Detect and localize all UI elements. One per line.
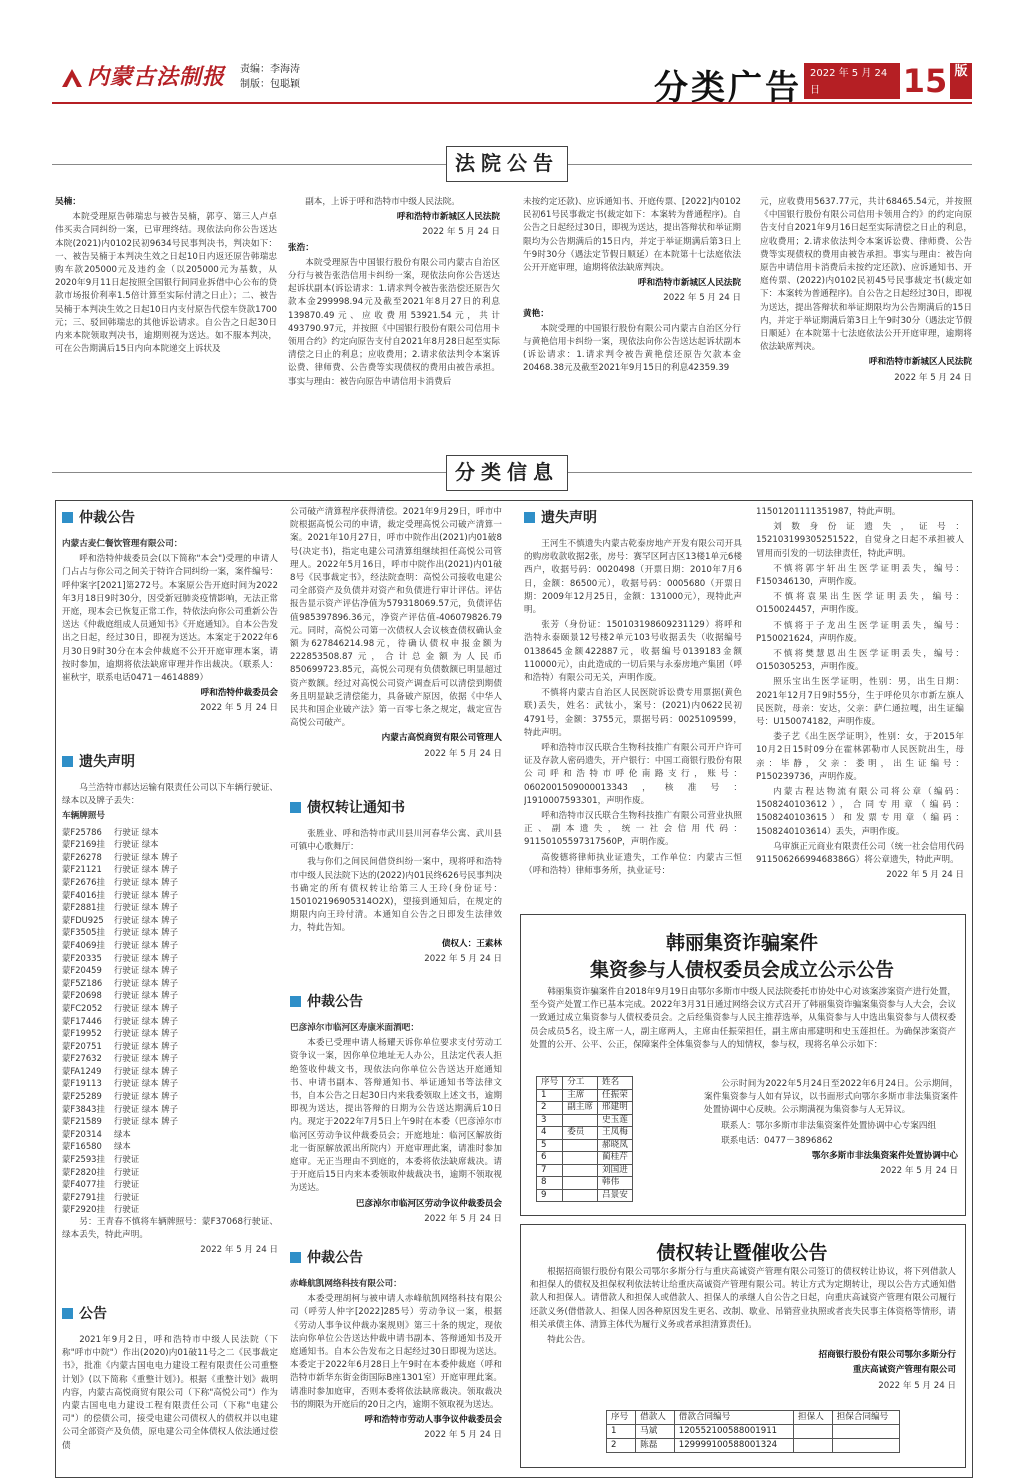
plate-row bbox=[62, 1115, 278, 1128]
plate-cell: 蒙FA1249 bbox=[62, 1065, 102, 1076]
plate-cell: 蒙F26278 bbox=[62, 851, 102, 862]
lost-notice-3 bbox=[756, 506, 964, 890]
plate-cell: 行驶证 bbox=[114, 1166, 140, 1177]
plate-row bbox=[62, 1077, 278, 1090]
plate-row bbox=[62, 1052, 278, 1065]
plate-cell: 行驶证 绿本 牌子 bbox=[114, 889, 178, 900]
editor-info bbox=[240, 62, 300, 92]
debt-table bbox=[606, 1410, 900, 1453]
debt-transfer-notice bbox=[290, 796, 502, 982]
plate-cell: 蒙F4016挂 bbox=[62, 889, 105, 900]
notice-body: 另：王青春不慎将车辆牌照号：蒙F37068行驶证、绿本丢失，特此声明。 bbox=[62, 1217, 278, 1241]
notice-date: 2022 年 5 月 24 日 bbox=[424, 1430, 502, 1441]
transfer-title: 债权转让暨催收公告 bbox=[656, 1242, 828, 1264]
table-row bbox=[537, 1177, 633, 1190]
plate-cell: 蒙F17446 bbox=[62, 1015, 102, 1026]
lost-title bbox=[62, 756, 278, 774]
plate-cell: 蒙F21589 bbox=[62, 1116, 102, 1127]
notice-name: 吴楠： bbox=[55, 197, 81, 207]
plate-cell: 行驶证 绿本 牌子 bbox=[114, 864, 178, 875]
table-row bbox=[537, 1164, 633, 1177]
notice-date: 2022 年 5 月 24 日 bbox=[880, 1166, 958, 1177]
notice-body: 未按约定还款)、应诉通知书、开庭传票、[2022]内0102民初61号民事裁定书(裁定如下：本案转为普通程序)。自公告之日起经过30日，即视为送达，提出答辩状和举证期限均为公告期满后的15日内，并定于举证期满后第3日上午9时30分（遇法定节假日顺延）在本院第十七法庭依法公开开庭审理，逾期将依法缺席判决。 bbox=[523, 197, 741, 274]
table-cell: 吕景安 bbox=[598, 1189, 633, 1202]
table-row bbox=[537, 1077, 633, 1090]
table-cell bbox=[832, 1425, 899, 1439]
notice-body: 元，应收费用5637.77元，共计68465.54元，并按照《中国银行股份有限公司信用卡领用合约》的约定向原告支付自2021年9月16日起至实际清偿之日止的利息，应收费用；2.请求依法判令本案诉讼费、律师费、公告费等实现债权的费用由被告承担。事实与理由：被告向原告申请信用卡消费后未按约定还款)、应诉通知书、开庭传票、(2022)内0102民初45号民事裁定书(裁定如下：本案转为普通程序)。自公告之日起经过30日，即视为送达，提出答辩状和举证期限均为公告期满后的15日内，并定于举证期满后第3日上午9时30分（遇法定节假日顺延）在本院第十七法庭依法公开开庭审理，逾期将依法缺席判决。 bbox=[760, 197, 972, 353]
plate-cell: 行驶证 bbox=[114, 1191, 140, 1202]
table-cell: 主席 bbox=[563, 1089, 598, 1102]
issue-date: 2022 年 5 月 24 日 bbox=[810, 68, 888, 96]
notice-body: 本院受理原告韩瑞忠与被告吴楠，郭亨、第三人卢卓伟买卖合同纠纷一案，已审理终结。现依法向你公告送达本院(2021)内0102民初9634号民事判决书，判决如下：一、被告吴楠于本判决生效之日起10日内返还原告韩瑞忠购车款205000元及违约金（以205000元为基数，从2020年9月11日起按照全国银行间同业拆借中心公布的贷款市场报价利率1.5倍计算至实际付清之日止）；二、被告吴楠于本判决生效之日起10日内支付原告代偿车贷款1700元；三、驳回韩瑞忠的其他诉讼请求。自公告之日起30日内来本院领取判决书，逾期则视为送达。如不服本判决，可在公告期满后15日内向本院递交上诉状及 bbox=[55, 212, 277, 355]
notice-signature: 重庆高诚资产管理有限公司 bbox=[852, 1365, 956, 1376]
table-cell: 129999100588001324 bbox=[674, 1439, 793, 1453]
square-bullet-icon bbox=[290, 802, 301, 813]
table-row bbox=[537, 1139, 633, 1152]
plate-cell: 蒙F25786 bbox=[62, 826, 102, 837]
notice-body: 刘数身份证遗失，证号：152103199305251522，自觉身之日起不承担被人冒用而引发的一切法律责任，特此声明。 bbox=[756, 522, 964, 559]
table-cell: 1 bbox=[537, 1089, 563, 1102]
court-col-1 bbox=[55, 196, 277, 436]
notice-body: 不慎将郭宇轩出生医学证明丢失，编号：F150346130，声明作废。 bbox=[756, 563, 964, 588]
plate-row bbox=[62, 989, 278, 1002]
plate-cell: 蒙F25289 bbox=[62, 1091, 102, 1102]
plate-row bbox=[62, 876, 278, 889]
notice-body: 张芳（身份证：150103198609231129）将呼和浩特永泰颐景12号楼2单元103号收据丢失（收据编号0138645金额422887元，收据编号0139183金额110000元），由此造成的一切后果与永泰房地产集团（呼和浩特）有限公司无关，声明作废。 bbox=[524, 620, 742, 684]
plate-list bbox=[62, 826, 278, 1216]
plate-cell: 行驶证 绿本 牌子 bbox=[114, 939, 178, 950]
arbitration-title bbox=[290, 996, 502, 1014]
table-cell: 任振荣 bbox=[598, 1089, 633, 1102]
plate-row bbox=[62, 851, 278, 864]
plate-header: 车辆牌照号 bbox=[62, 811, 105, 822]
plate-cell: 蒙F2881挂 bbox=[62, 902, 105, 913]
plate-cell: 蒙F20459 bbox=[62, 965, 102, 976]
hanli-title-2: 集资参与人债权委员会成立公示公告 bbox=[589, 959, 894, 981]
notice-body: 内蒙古程达物流有限公司将公章（编码：1508240103612），合同专用章（编码：1508240103615）和发票专用章（编码：1508240103614）丢失，声明作废。 bbox=[756, 787, 964, 837]
table-cell bbox=[794, 1425, 833, 1439]
arbitration-title-text: 仲裁公告 bbox=[307, 994, 363, 1010]
plate-cell: 蒙F2920挂 bbox=[62, 1204, 105, 1215]
court-col-2 bbox=[288, 196, 500, 436]
plate-cell: 蒙F2791挂 bbox=[62, 1191, 105, 1202]
table-cell: 4 bbox=[537, 1127, 563, 1140]
notice-date: 2022 年 5 月 24 日 bbox=[424, 748, 502, 759]
table-cell: 姓名 bbox=[598, 1077, 633, 1090]
table-cell: 史玉莲 bbox=[598, 1114, 633, 1127]
table-cell: 邢建明 bbox=[598, 1102, 633, 1115]
notice-body: 乌兰浩特市郝达运输有限责任公司以下车辆行驶证、绿本以及牌子丢失： bbox=[62, 783, 278, 807]
plate-row bbox=[62, 1027, 278, 1040]
court-col-4 bbox=[760, 196, 972, 436]
plate-cell: 行驶证 绿本 牌子 bbox=[114, 1053, 178, 1064]
plate-row bbox=[62, 1166, 278, 1179]
notice-signature: 鄂尔多斯市非法集资案件处置协调中心 bbox=[811, 1151, 958, 1162]
lost-title-text: 遗失声明 bbox=[79, 754, 135, 770]
plate-row bbox=[62, 863, 278, 876]
court-section-title: 法院公告 bbox=[446, 146, 568, 182]
square-bullet-icon bbox=[62, 1308, 73, 1319]
plate-cell: 行驶证 bbox=[114, 1154, 140, 1165]
lost-notice-2 bbox=[524, 506, 742, 890]
arbitration-notice-3 bbox=[290, 1246, 502, 1472]
plate-row bbox=[62, 1178, 278, 1191]
editor-name: 责编：李海涛 bbox=[240, 64, 300, 75]
notice-body: 不慎将袁果出生医学证明丢失，编号：O150024457，声明作废。 bbox=[756, 592, 964, 616]
table-row bbox=[607, 1411, 900, 1425]
plate-cell: 行驶证 绿本 牌子 bbox=[114, 965, 178, 976]
notice-body: 公司破产清算程序获得清偿。2021年9月29日，呼市中院根据高悦公司的申请，裁定受理高悦公司破产清算一案。2021年10月27日，呼市中院作出(2021)内01破8号(决定书)，指定电建公司清算组继续担任高悦公司管理人。2022年5月16日，呼市中院作出(2021)内01破8号《民事裁定书》，经法院查明：高悦公司接收电建公司全部资产及负债并对资产和负债进行审计评估。评估报告显示资产评估净值为579318069.57元，负债评估值985397896.36元，净资产评估值-406079826.79元。同时，高悦公司第一次债权人会议核查债权确认金额为627846214.98元，待确认债权申报金额为222853508.87元，合计总金额为人民币850699723.85元，高悦公司现有负债数额已明显超过资产数额。经过对高悦公司资产调查后可以清偿到期债务且明显缺乏清偿能力，具备破产原因，依据《中华人民共和国企业破产法》第一百零七条之规定，裁定宣告高悦公司破产。 bbox=[290, 507, 502, 729]
notice-body: 我与你们之间民间借贷纠纷一案中，现将呼和浩特市中级人民法院下达的(2022)内01民终626号民事判决书确定的所有债权转让给第三人王玲(身份证号：150102196905314O2X)，望接到通知后，在规定的期限内向王玲付清。本通知自公告之日即发生法律效力，特此告知。 bbox=[290, 857, 502, 934]
contact-phone: 联系电话：0477－3896862 bbox=[721, 1135, 833, 1146]
section-title: 分类广告 bbox=[654, 68, 802, 108]
newspaper-logo bbox=[60, 60, 230, 88]
plate-cell: 行驶证 绿本 牌子 bbox=[114, 927, 178, 938]
square-bullet-icon bbox=[62, 756, 73, 767]
plate-row bbox=[62, 838, 278, 851]
table-cell: 王凤梅 bbox=[598, 1127, 633, 1140]
notice-date: 2022 年 5 月 24 日 bbox=[424, 953, 502, 964]
plate-cell: 蒙F2820挂 bbox=[62, 1166, 105, 1177]
logo-text: 内蒙古法制报 bbox=[87, 64, 226, 90]
table-cell: 6 bbox=[537, 1152, 563, 1165]
table-cell: 蔺桂芹 bbox=[598, 1152, 633, 1165]
notice-body: 娄子艺《出生医学证明》，性别：女，于2015年10月2日15时09分在霍林郭勒市人民医院出生，母亲：毕静，父亲：娄明，出生证编号：P150239736，声明作废。 bbox=[756, 732, 964, 782]
notice-signature: 呼和浩特市新城区人民法院 bbox=[868, 357, 972, 368]
table-row bbox=[537, 1089, 633, 1102]
plate-row bbox=[62, 826, 278, 839]
plate-row bbox=[62, 1103, 278, 1116]
notice-date: 2022 年 5 月 24 日 bbox=[878, 1380, 956, 1391]
plate-cell: 绿本 bbox=[114, 1128, 131, 1139]
table-cell: 8 bbox=[537, 1177, 563, 1190]
lost-notice-vehicles bbox=[62, 750, 278, 1300]
table-cell: 5 bbox=[537, 1139, 563, 1152]
plate-cell: 行驶证 绿本 牌子 bbox=[114, 1028, 178, 1039]
plate-cell: 蒙F2169挂 bbox=[62, 839, 105, 850]
table-cell: 2 bbox=[607, 1439, 636, 1453]
court-col-3 bbox=[523, 196, 741, 436]
notice-body: 不慎将于子龙出生医学证明丢失，编号：P150021624，声明作废。 bbox=[756, 620, 964, 644]
plate-cell: 蒙F4077挂 bbox=[62, 1179, 105, 1190]
notice-date: 2022 年 5 月 24 日 bbox=[200, 1245, 278, 1256]
plate-cell: 行驶证 绿本 牌子 bbox=[114, 1116, 178, 1127]
table-cell: 序号 bbox=[537, 1077, 563, 1090]
plate-row bbox=[62, 1191, 278, 1204]
plate-cell: 行驶证 绿本 牌子 bbox=[114, 977, 178, 988]
page-number: 15 bbox=[902, 62, 948, 100]
table-cell: 9 bbox=[537, 1189, 563, 1202]
plate-cell: 绿本 bbox=[114, 1141, 131, 1152]
notice-signature: 呼和浩特市新城区人民法院 bbox=[396, 212, 500, 223]
table-row bbox=[537, 1127, 633, 1140]
notice-body: 2021年9月2日，呼和浩特市中级人民法院（下称"呼市中院"）作出(2020)内01破11号之二《民事裁定书》，批准《内蒙古国电电力建设工程有限责任公司重整计划》(以下简称《重整计划》)。根据《重整计划》裁明内容，内蒙古高悦商贸有限公司（下称"高悦公司"）作为内蒙古国电电力建设工程有限责任公司（下称"电建公司"）的偿债公司，接受电建公司债权人的债权并以电建公司全部资产及负债，原电建公司全体债权人依法通过偿债 bbox=[62, 1335, 278, 1451]
plate-cell: 蒙F20698 bbox=[62, 990, 102, 1001]
issue-weekday: 星期二 bbox=[810, 102, 840, 113]
notice-body: 11501201111351987，特此声明。 bbox=[756, 507, 901, 517]
producer-name: 制版：包聪颖 bbox=[240, 79, 300, 90]
contact-info: 联系人：鄂尔多斯市非法集资案件处置协调中心专案四组 bbox=[721, 1120, 937, 1131]
table-cell: 郝晓凤 bbox=[598, 1139, 633, 1152]
table-cell bbox=[563, 1164, 598, 1177]
table-row bbox=[537, 1102, 633, 1115]
arbitration-title bbox=[290, 1252, 502, 1270]
notice-name: 巴彦淖尔市临河区寿康米面酒吧： bbox=[290, 1023, 419, 1033]
table-cell bbox=[563, 1152, 598, 1165]
notice-body: 乌审旗正元商业有限责任公司（统一社会信用代码91150626699468386G）将公章遗失，特此声明。 bbox=[756, 841, 964, 866]
notice-date: 2022 年 5 月 24 日 bbox=[424, 1213, 502, 1224]
arbitration-title-text: 仲裁公告 bbox=[307, 1250, 363, 1266]
page-suffix: 版 bbox=[950, 63, 972, 99]
notice-date: 2022 年 5 月 24 日 bbox=[663, 293, 741, 304]
plate-cell: 行驶证 绿本 牌子 bbox=[114, 1078, 178, 1089]
plate-cell: 蒙F3843挂 bbox=[62, 1103, 105, 1114]
notice-signature: 债权人：王素林 bbox=[441, 938, 502, 949]
notice-signature: 内蒙古高悦商贸有限公司管理人 bbox=[381, 733, 502, 744]
table-cell bbox=[794, 1439, 833, 1453]
plate-row bbox=[62, 1090, 278, 1103]
table-row bbox=[607, 1425, 900, 1439]
table-cell: 刘国进 bbox=[598, 1164, 633, 1177]
table-cell bbox=[563, 1177, 598, 1190]
plate-cell: 行驶证 绿本 牌子 bbox=[114, 1103, 178, 1114]
arbitration-notice-2 bbox=[290, 990, 502, 1240]
plate-cell: 行驶证 绿本 牌子 bbox=[114, 1040, 178, 1051]
lost-title bbox=[524, 512, 742, 530]
arbitration-title bbox=[62, 512, 278, 530]
arbitration-notice-1 bbox=[62, 506, 278, 744]
notice-body: 呼和浩特市汉氏联合生物科技推广有限公司开户许可证及存款人密码遗失，开户银行：中国工商银行股份有限公司呼和浩特市呼伦南路支行，账号：0602001509000013343，核准号：J1910007593301，声明作废。 bbox=[524, 743, 742, 806]
notice-body: 不慎将樊慧恩出生医学证明丢失，编号：O150305253，声明作废。 bbox=[756, 649, 964, 673]
table-cell: 陈磊 bbox=[636, 1439, 675, 1453]
plate-row bbox=[62, 977, 278, 990]
members-table bbox=[536, 1076, 633, 1202]
notice-name: 赤峰航凯网络科技有限公司： bbox=[290, 1279, 402, 1289]
notice-name: 黄艳： bbox=[523, 308, 549, 319]
table-cell: 担保人 bbox=[794, 1411, 833, 1425]
notice-body: 韩丽集资诈骗案件自2018年9月19日由鄂尔多斯市中级人民法院委托市协处中心对该案涉案资产进行处置，至今资产处置工作已基本完成。2022年3月31日通过网络会议方式召开了韩丽集资诈骗案集资参与人大会，会议一致通过成立集资参与人债权委员会。之后经集资参与人民主推荐选举，从集资参与人中选出集资参与人债权委员会成员5名，设主席一人，副主席两人，主席由任振荣担任，副主席由邢建明和史玉莲担任。为确保涉案资产处置的公开、公平、公正，保障案件全体集资参与人的知情权，参与权，现将名单公示如下： bbox=[530, 987, 956, 1050]
plate-cell: 蒙F16580 bbox=[62, 1141, 102, 1152]
plate-cell: 行驶证 绿本 牌子 bbox=[114, 1002, 178, 1013]
plate-row bbox=[62, 1040, 278, 1053]
table-cell: 借款人 bbox=[636, 1411, 675, 1425]
plate-row bbox=[62, 1128, 278, 1141]
date-box bbox=[804, 63, 900, 113]
table-cell: 韩伟 bbox=[598, 1177, 633, 1190]
notice-body: 本委受理胡柯与被申请人赤峰航凯网络科技有限公司（呼劳人仲字[2022]285号）劳动争议一案，根据《劳动人事争议仲裁办案规则》第三十条的规定，现依法向你单位公告送达仲裁申请书副本、答辩通知书及开庭通知书。自本公告发布之日起经过30日即视为送达。本委定于2022年6月28日上午9时在本委仲裁庭（呼和浩特市新华东街金街国际B座1301室）开庭审理此案。请准时参加庭审，否则本委将依法缺席裁决。领取裁决书的期限为开庭后的20日之内，逾期不领取视为送达。 bbox=[290, 1294, 502, 1410]
plate-row bbox=[62, 914, 278, 927]
debt-transfer-title bbox=[290, 802, 502, 820]
table-cell: 分工 bbox=[563, 1077, 598, 1090]
plate-cell: 蒙F3505挂 bbox=[62, 927, 105, 938]
plate-cell: 行驶证 绿本 牌子 bbox=[114, 876, 178, 887]
notice-body: 张胜业、呼和浩特市武川县川河春华公寓、武川县可镇中心歌舞厅： bbox=[290, 829, 502, 853]
plate-row bbox=[62, 1140, 278, 1153]
plate-row bbox=[62, 901, 278, 914]
table-cell: 7 bbox=[537, 1164, 563, 1177]
notice-body: 本委已受理申请人杨耀天诉你单位要求支付劳动工资争议一案，因你单位地址无人办公，且法定代表人拒绝签收仲裁文书，现依法向你单位公告送达开庭通知书、申请书副本、答辩通知书、举证通知书等法律文书，自本公告之日起30日内来我委领取上述文书，逾期即视为送达，提出答辩的日期为公告送达期满后10日内。现定于2022年7月5日上午9时在本委（巴彦淖尔市临河区劳动争议仲裁委员会；开庭地址：临河区解放街北一街原解放派出所院内）开庭审理此案，请准时参加庭审。无正当理由不到庭的，本委将依法缺席裁决。请于开庭后15日内来本委领取仲裁裁决书，逾期不领取视为送达。 bbox=[290, 1038, 502, 1194]
public-notice bbox=[62, 1302, 278, 1472]
notice-body: 本院受理原告中国银行股份有限公司内蒙古自治区分行与被告张浩信用卡纠纷一案，现依法向你公告送达起诉状副本(诉讼请求：1.请求判令被告张浩偿还原告欠款本金299998.94元及截至2021年8月27日的利息139870.49元、应收费用53921.54元，共计493790.97元，并按照《中国银行股份有限公司信用卡领用合约》约定向原告支付自2021年8月28日起至实际清偿之日止的利息；应收费用；2.请求依法判令本案诉讼费、律师费、公告费等实现债权的费用由被告承担。事实与理由：被告向原告申请信用卡消费后 bbox=[288, 257, 500, 387]
table-row bbox=[607, 1439, 900, 1453]
table-cell: 借款合同编号 bbox=[674, 1411, 793, 1425]
plate-cell: 行驶证 绿本 牌子 bbox=[114, 1091, 178, 1102]
plate-cell: 行驶证 绿本 牌子 bbox=[114, 990, 178, 1001]
notice-name: 张浩： bbox=[288, 242, 314, 253]
members-table-wrap bbox=[536, 1076, 633, 1202]
table-cell: 2 bbox=[537, 1102, 563, 1115]
table-cell bbox=[832, 1439, 899, 1453]
notice-signature: 呼和浩特仲裁委员会 bbox=[200, 688, 278, 699]
plate-row bbox=[62, 964, 278, 977]
transfer-body bbox=[530, 1266, 956, 1394]
table-cell bbox=[563, 1114, 598, 1127]
notice-body: 不慎将内蒙古自治区人民医院诉讼费专用票据(黄色联)丢失，姓名：武钛小，案号：(2021)内0622民初4791号，金额：3755元，票据号码：0025109599，特此声明。 bbox=[524, 688, 742, 738]
notice-body: 王河生不慎遗失内蒙古乾泰房地产开发有限公司开具的购房收款收据2张，房号：赛罕区阿吉区13楼1单元6楼西户，收据号码：0020498（开票日期：2010年7月6日，金额：86500元），收据号码：0005680（开票日期：2009年12月25日，金额：131000元），现特此声明。 bbox=[524, 539, 742, 616]
plate-row bbox=[62, 1015, 278, 1028]
plate-cell: 蒙F2593挂 bbox=[62, 1154, 105, 1165]
plate-row bbox=[62, 1203, 278, 1216]
plate-row bbox=[62, 926, 278, 939]
notice-date: 2022 年 5 月 24 日 bbox=[200, 703, 278, 714]
table-cell bbox=[563, 1189, 598, 1202]
plate-cell: 行驶证 绿本 bbox=[114, 826, 159, 837]
logo-emblem-icon bbox=[60, 67, 84, 89]
hanli-body bbox=[530, 986, 956, 1066]
plate-cell: 蒙F4069挂 bbox=[62, 939, 105, 950]
notice-body: 照乐宝出生医学证明，性别：男，出生日期：2021年12月7日9时55分，生于呼伦贝尔市新左旗人民医院，母亲：安达，父亲：萨仁通拉嘎，出生证编号：U150074182，声明作废。 bbox=[756, 677, 964, 728]
table-cell: 120552100588001911 bbox=[674, 1425, 793, 1439]
plate-cell: 蒙F20314 bbox=[62, 1128, 102, 1139]
classified-section-title: 分类信息 bbox=[446, 455, 568, 491]
plate-cell: 蒙F2676挂 bbox=[62, 876, 105, 887]
square-bullet-icon bbox=[524, 512, 535, 523]
plate-cell: 蒙F19113 bbox=[62, 1078, 102, 1089]
table-cell: 序号 bbox=[607, 1411, 636, 1425]
debt-table-wrap bbox=[606, 1410, 900, 1453]
table-cell: 委员 bbox=[563, 1127, 598, 1140]
table-cell: 1 bbox=[607, 1425, 636, 1439]
plate-cell: 行驶证 bbox=[114, 1204, 140, 1215]
notice-signature: 呼和浩特市劳动人事争议仲裁委员会 bbox=[364, 1415, 502, 1426]
plate-cell: 蒙F20335 bbox=[62, 952, 102, 963]
table-row bbox=[537, 1152, 633, 1165]
notice-signature: 巴彦淖尔市临河区劳动争议仲裁委员会 bbox=[355, 1198, 502, 1209]
plate-row bbox=[62, 1153, 278, 1166]
notice-body: 本院受理的中国银行股份有限公司内蒙古自治区分行与黄艳信用卡纠纷一案，现依法向你公告送达起诉状副本(诉讼请求：1.请求判令被告黄艳偿还原告欠款本金20468.38元及截至2021年9月15日的利息42359.39 bbox=[523, 323, 741, 374]
plate-cell: 行驶证 绿本 牌子 bbox=[114, 952, 178, 963]
hanli-title-1: 韩丽集资诈骗案件 bbox=[665, 932, 818, 954]
notice-body: 副本，上诉于呼和浩特市中级人民法院。 bbox=[305, 197, 460, 207]
plate-cell: 行驶证 绿本 牌子 bbox=[114, 1015, 178, 1026]
hanli-side bbox=[704, 1078, 958, 1208]
debt-transfer-title-text: 债权转让通知书 bbox=[307, 800, 405, 816]
plate-cell: 蒙FC2052 bbox=[62, 1002, 103, 1013]
lost-title-text: 遗失声明 bbox=[541, 510, 597, 526]
table-cell bbox=[563, 1139, 598, 1152]
notice-note: 特此公告。 bbox=[547, 1335, 591, 1346]
plate-cell: 行驶证 bbox=[114, 1179, 140, 1190]
square-bullet-icon bbox=[290, 996, 301, 1007]
table-cell: 担保合同编号 bbox=[832, 1411, 899, 1425]
notice-date: 2022 年 5 月 24 日 bbox=[894, 372, 972, 383]
notice-body: 公示时间为2022年5月24日至2022年6月24日。公示期间，案件集资参与人如有异议，以书面形式向鄂尔多斯市非法集资案件处置协调中心反映。公示期满视为集资参与人无异议。 bbox=[704, 1079, 958, 1116]
bankruptcy-notice-cont bbox=[290, 506, 502, 784]
plate-row bbox=[62, 939, 278, 952]
table-cell: 3 bbox=[537, 1114, 563, 1127]
square-bullet-icon bbox=[62, 512, 73, 523]
square-bullet-icon bbox=[290, 1252, 301, 1263]
plate-cell: 蒙FDU925 bbox=[62, 914, 104, 925]
plate-cell: 行驶证 绿本 牌子 bbox=[114, 851, 178, 862]
arbitration-title-text: 仲裁公告 bbox=[79, 510, 135, 526]
table-row bbox=[537, 1114, 633, 1127]
notice-name: 内蒙古麦仁餐饮管理有限公司： bbox=[62, 539, 183, 549]
table-row bbox=[537, 1189, 633, 1202]
notice-body: 呼和浩特仲裁委员会(以下简称"本会")受理的申请人门占占与你公司之间关于特许合同纠纷一案，案件编号：呼仲案字[2021]第272号。本案原公告开庭时间为2022年3月18日9时30分，因受新冠肺炎疫情影响，无法正常开庭，现本会已恢复正常工作，特依法向你公司重新公告送达《仲裁庭组成人员通知书》《开庭通知》。自本公告发出之日起，经过30日，即视为送达。本案定于2022年6月30日9时30分在本会仲裁庭不公开开庭审理本案，请按时参加，逾期将依法缺席审理并作出裁决。（联系人：崔秋宇，联系电话0471－4614889） bbox=[62, 554, 278, 684]
plate-row bbox=[62, 889, 278, 902]
plate-cell: 蒙F5Z186 bbox=[62, 977, 103, 988]
public-notice-title bbox=[62, 1308, 278, 1326]
table-cell: 副主席 bbox=[563, 1102, 598, 1115]
plate-cell: 行驶证 绿本 牌子 bbox=[114, 914, 178, 925]
plate-cell: 蒙F20751 bbox=[62, 1040, 102, 1051]
notice-signature: 呼和浩特市新城区人民法院 bbox=[637, 278, 741, 289]
plate-cell: 蒙F19952 bbox=[62, 1028, 102, 1039]
plate-cell: 行驶证 绿本 牌子 bbox=[114, 1065, 178, 1076]
table-cell: 马斌 bbox=[636, 1425, 675, 1439]
notice-body: 高俊德将律师执业证遗失，工作单位：内蒙古三恒（呼和浩特）律师事务所，执业证号： bbox=[524, 852, 742, 876]
plate-cell: 蒙F21121 bbox=[62, 864, 102, 875]
notice-body: 根据招商银行股份有限公司鄂尔多斯分行与重庆高诚资产管理有限公司签订的债权转让协议，将下列借款人和担保人的债权及担保权利依法转让给重庆高诚资产管理有限公司。转让方式为定期转让，现以公告方式通知借款人和担保人。请借款人和担保人或借款人、担保人的承继人自公告之日起，向重庆高诚资产管理有限公司履行还款义务(借借款人、担保人因各种原因发生更名、改制、歇业、吊销营业执照或者丧失民事主体资格等情形，请相关承债主体、清算主体代为履行义务或者承担清算责任)。 bbox=[530, 1267, 956, 1330]
plate-row bbox=[62, 1065, 278, 1078]
public-notice-title-text: 公告 bbox=[79, 1306, 107, 1322]
header-rule bbox=[52, 102, 972, 104]
plate-cell: 行驶证 绿本 bbox=[114, 839, 159, 850]
plate-cell: 蒙F27632 bbox=[62, 1053, 102, 1064]
notice-date: 2022 年 5 月 24 日 bbox=[422, 227, 500, 238]
notice-body: 呼和浩特市汉氏联合生物科技推广有限公司营业执照正、副本遗失，统一社会信用代码：91150105597317560P，声明作废。 bbox=[524, 811, 742, 848]
plate-row bbox=[62, 952, 278, 965]
notice-signature: 招商银行股份有限公司鄂尔多斯分行 bbox=[818, 1350, 956, 1361]
notice-date: 2022 年 5 月 24 日 bbox=[886, 870, 964, 881]
plate-row bbox=[62, 1002, 278, 1015]
plate-cell: 行驶证 绿本 牌子 bbox=[114, 902, 178, 913]
